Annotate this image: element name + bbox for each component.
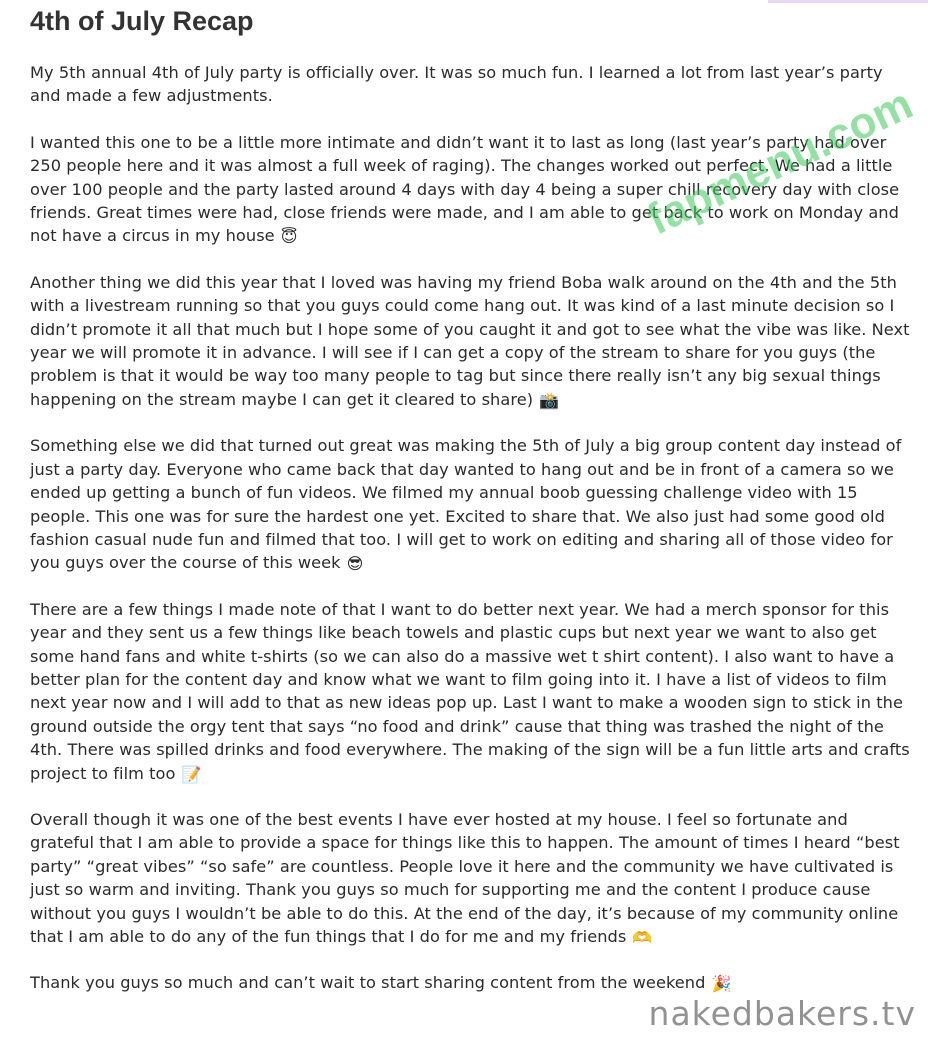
sunglasses-face-icon: 😎 — [346, 554, 364, 574]
page-title: 4th of July Recap — [30, 6, 254, 36]
camera-flash-icon: 📸 — [539, 390, 560, 410]
paragraph — [30, 131, 910, 248]
party-popper-icon: 🎉 — [711, 974, 732, 994]
paragraph-text: I wanted this one to be a little more intimate and didn’t want it to last as long (last year’s party had over 250 people here and it was almost a full week of raging). The changes worked out perfect. We had a little over 100 people and the party lasted around 4 days with day 4 being a super chill recovery day with close friends. Great times were had, close friends were made, and I am able to get back to work on Monday and not have a circus in my house — [30, 132, 900, 246]
diagonal-watermark: fapmenu.com — [640, 79, 920, 245]
corner-watermark: nakedbakers.tv — [648, 994, 916, 1033]
paragraph-text: My 5th annual 4th of July party is officially over. It was so much fun. I learned a lot from last year’s party and made a few adjustments. — [30, 63, 883, 106]
paragraph-text: Thank you guys so much and can’t wait to start sharing content from the weekend — [30, 973, 706, 993]
paragraph-text: Something else we did that turned out great was making the 5th of July a big group content day instead of just a party day. Everyone who came back that day wanted to hang out and be in front of a camera so we ended up getting a bunch of fun videos. We filmed my annual boob guessing challenge video with 15 people. This one was for sure the hardest one yet. Excited to share that. We also just had some good old fashion casual nude fun and filmed that too. I will get to work on editing and sharing all of those video for you guys over the course of this week — [30, 436, 902, 573]
memo-icon: 📝 — [181, 764, 202, 784]
halo-face-icon: 😇 — [280, 227, 298, 247]
paragraph — [30, 61, 910, 108]
paragraph — [30, 598, 910, 785]
paragraph-text: Overall though it was one of the best events I have ever hosted at my house. I feel so fortunate and grateful that I am able to provide a space for things like this to happen. The amount of times I heard “best party” “great vibes” “so safe” are countless. People love it here and the community we have cultivated is just so warm and inviting. Thank you guys so much for supporting me and the content I produce cause without you guys I wouldn’t be able to do this. At the end of the day, it’s because of my community online that I am able to do any of the fun things that I do for me and my friends — [30, 809, 900, 946]
document-body — [30, 61, 910, 995]
paragraph — [30, 271, 910, 411]
paragraph — [30, 434, 910, 574]
paragraph — [30, 808, 910, 948]
paragraph — [30, 971, 910, 994]
paragraph-text: There are a few things I made note of that I want to do better next year. We had a merch sponsor for this year and they sent us a few things like beach towels and plastic cups but next year we want to also get some hand fans and white t-shirts (so we can also do a massive wet t shirt content). I also want to have a better plan for the content day and know what we want to film going into it. I have a list of videos to film next year now and I will add to that as new ideas pop up. Last I want to make a wooden sign to stick in the ground outside the orgy tent that says “no food and drink” cause that thing was trashed the night of the 4th. There was spilled drinks and food everywhere. The making of the sign will be a fun little arts and crafts project to film too — [30, 599, 910, 783]
paragraph-text: Another thing we did this year that I loved was having my friend Boba walk around on the 4th and the 5th with a livestream running so that you guys could come hang out. It was kind of a last minute decision so I didn’t promote it all that much but I hope some of you caught it and got to see what the vibe was like. Next year we will promote it in advance. I will see if I can get a copy of the stream to share for you guys (the problem is that it would be way too many people to tag but since there really isn’t any big sexual things happening on the stream maybe I can get it cleared to share) — [30, 272, 910, 409]
heart-hands-icon: 🫶 — [632, 928, 653, 947]
document-page — [30, 0, 910, 1018]
